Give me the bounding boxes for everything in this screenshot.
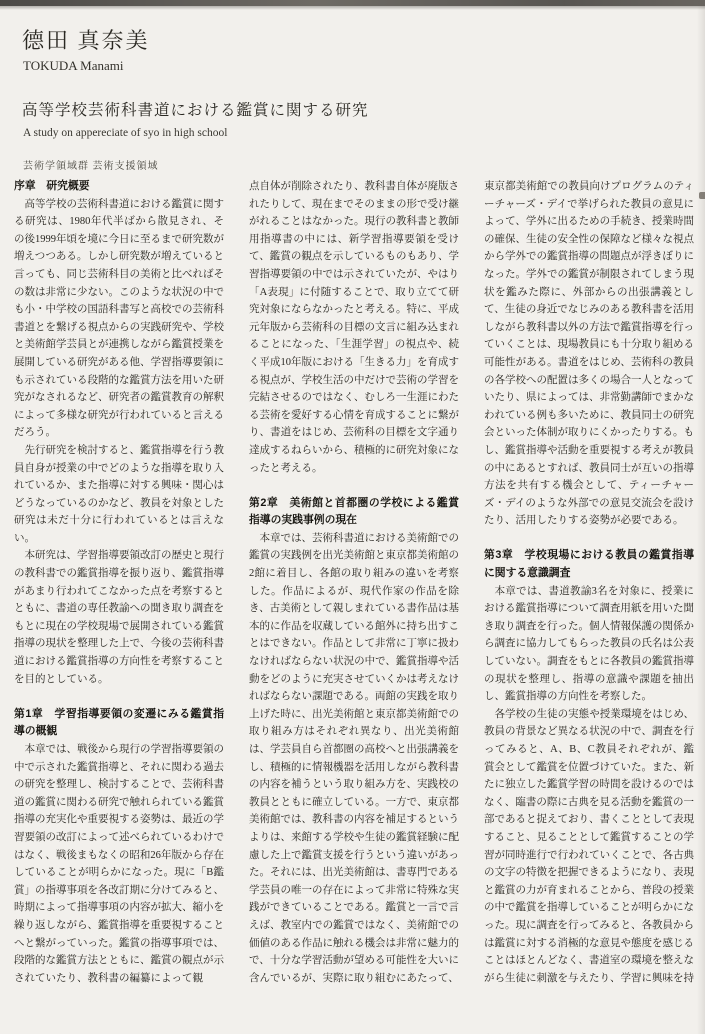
section-heading: 第2章 美術館と首都圏の学校による鑑賞指導の実践事例の現在 bbox=[249, 496, 459, 527]
columns bbox=[14, 178, 694, 987]
scan-edge-shadow bbox=[0, 6, 705, 10]
paragraph: 本研究は、学習指導要領改訂の歴史と現行の教科書での鑑賞指導を振り返り、鑑賞指導があまり行われてこなかった点を考察するとともに、書道の専任教諭への聞き取り調査をもとに現在の学校現場で展開されている鑑賞指導の現状を整理した上で、今後の芸術科書道における鑑賞指導の方向性を考察することを目的としている。 bbox=[14, 550, 224, 685]
paper-header bbox=[22, 24, 522, 172]
author-name-romanized: TOKUDA Manami bbox=[23, 58, 124, 73]
section-heading: 序章 研究概要 bbox=[14, 180, 90, 192]
paragraph: 東京都美術館での教員向けプログラムのティーチャーズ・デイで挙げられた教員の意見によって、学外に出るための手続き、授業時間の確保、生徒の安全性の保障など様々な視点から学外での鑑賞指導の問題点が浮きぼりになった。学外での鑑賞が制限されてしまう現状を鑑みた際に、外部からの出張講義として、生徒の身近でなじみのある教科書を活用しながら教科書以外の方法で鑑賞指導を行っていくことは、現場教員にも十分取り組める可能性がある。書道をはじめ、芸術科の教員の各学校への配置は多くの場合一人となっていたり、県によっては、非常勤講師でまかなわれている例も多いために、教員同士の研究会といった体制が取りにくかったりする。もし、鑑賞指導や活動を重要視する考えが教員の中にあるとすれば、教員同士が互いの指導方法を共有する機会として、ティーチャーズ・デイのような外部での意見交流会を設けたり、活用したりする姿勢が必要である。 bbox=[484, 181, 694, 527]
paragraph: 高等学校の芸術科書道における鑑賞に関する研究は、1980年代半ばから散見され、その後1999年頃を境に今日に至るまで研究数が増えつつある。しかし研究数が増えていると言っても、同じ芸術科目の美術と比べればその数は非常に少ない。このような状況の中でも小・中学校の国語科書写と高校での芸術科書道とを繋げる視点からの実践研究や、学校と美術館学芸員とが連携しながら鑑賞授業を展開している研究がある他、学習指導要領にも示されている段階的な鑑賞方法を用いた研究がなされるなど、研究者の鑑賞教育の解釈によって多様な研究が行われていると言えるだろう。 bbox=[14, 198, 224, 439]
paper-title-english: A study on appereciate of syo in high school bbox=[23, 127, 228, 139]
paragraph: 本章では、芸術科書道における美術館での鑑賞の実践例を出光美術館と東京都美術館の2館に着目し、各館の取り組みの違いを考察した。作品によるが、現代作家の作品を除き、古美術として親しまれている書作品は基本的に作品を収蔵している館外に持ち出すことはできない。作品として非常に丁寧に扱わなければならない状況の中で、鑑賞指導や活動をどのように充実させていくかは考えなければならない課題である。両館の実践を取り上げた時に、出光美術館と東京都美術館での取り組み方はそれぞれ異なり、出光美術館は、学芸員自ら首都圏の高校へと出張講義をし、積極的に情報機器を活用しながら教科書の内容を補うという取り組み方を、実践校の教員とともに確立している。一方で、東京都美術館では、教科書の内容を補足するというよりは、来館する学校や生徒の鑑賞経験に配慮した上で鑑賞支援を行うという違いがあった。それには、出光美術館は、書専門である学芸員の唯一の存在によって非常に特殊な実践ができていることである。鑑賞と一言で言えば、教室内での鑑賞ではなく、美術館での価値のある作品に触れる機会は非常に魅力的で、十分な学習活動が望める可能性を大いに含んでいるが、実際に取り組むにあたって、 bbox=[249, 532, 459, 984]
scan-right-shade bbox=[697, 0, 705, 1034]
text-column-2 bbox=[249, 178, 459, 987]
paragraph: 本章では、書道教諭3名を対象に、授業における鑑賞指導について調査用紙を用いた聞き取り調査を行った。個人情報保護の関係から調査に協力してもらった教員の氏名は公表していない。調査をもとに各教員の鑑賞指導の現状を整理し、指導の意識や課題を抽出し、鑑賞指導の方向性を考察した。 bbox=[484, 585, 694, 703]
section-heading: 第1章 学習指導要領の変遷にみる鑑賞指導の概観 bbox=[14, 707, 224, 738]
paper-title-japanese: 高等学校芸術科書道における鑑賞に関する研究 bbox=[22, 102, 369, 119]
paragraph: 点自体が削除されたり、教科書自体が廃版されたりして、現在までそのままの形で受け継がれることはなかった。現行の教科書と教師用指導書の中には、新学習指導要領を受けて、鑑賞の観点を示しているものもあり、学習指導要領の中では示されていたが、やはり「A表現」に付随することで、取り立てて研究対象にならなかったと考える。特に、平成元年版から芸術科の目標の文言に組み込まれることになった、「生涯学習」の視点や、続く平成10年版における「生きる力」を育成する視点が、学校生活の中だけで芸術の学習を完結させるのではなく、むしろ一生涯にわたる芸術を愛好する心情を育成することに繋がり、書道をはじめ、芸術科の目標を文字通り達成するねらいから、積極的に研究対象になったと考える。 bbox=[249, 181, 459, 474]
affiliation: 芸術学領域群 芸術支援領域 bbox=[23, 161, 159, 172]
text-column-1 bbox=[14, 178, 224, 987]
paragraph: 各学校の生徒の実態や授業環境をはじめ、教員の背景など異なる状況の中で、調査を行ってみると、A、B、C教員それぞれが、鑑賞会として鑑賞を位置づけていた。また、新たに独立した鑑賞学習の時間を設けるのではなく、臨書の際に古典を見る活動を鑑賞の一部であると捉えており、書くこととして表現すること、見ることとして鑑賞することの学習が同時進行で行われていくことで、各古典の文字の特徴を把握できるようになり、表現と鑑賞の力が育まれることから、普段の授業の中で鑑賞を指導していることが明らかになった。現に調査を行ってみると、各教員からは鑑賞に対する消極的な意見や態度を感じることはほとんどなく、書道室の環境を整えながら生徒に刺激を与えたり、学習に興味を持 bbox=[484, 708, 694, 984]
text-column-3 bbox=[484, 178, 694, 987]
section-heading: 第3章 学校現場における教員の鑑賞指導に関する意識調査 bbox=[484, 549, 694, 580]
paragraph: 先行研究を検討すると、鑑賞指導を行う教員自身が授業の中でどのような指導を取り入れているか、また指導に対する興味・関心はどうなっているのかなど、教員を対象とした研究は未だ十分に行われているとは言えない。 bbox=[14, 444, 224, 544]
paragraph: 本章では、戦後から現行の学習指導要領の中で示された鑑賞指導と、それに関わる過去の研究を整理し、検討することで、芸術科書道の鑑賞に関わる研究で触れられている鑑賞指導の充実化や重要視する姿勢は、最近の学習要領の改訂によって述べられているわけではなく、戦後まもなくの昭和26年版から存在していることが明らかになった。現に「B鑑賞」の指導事項を各改訂期に分けてみると、時期によって指導事項の内容が拡大、縮小を繰り返しながら、鑑賞指導を重要視することへと繋がっていった。鑑賞の指導事項では、段階的な鑑賞方法とともに、鑑賞の観点が示されていたり、教科書の編纂によって観 bbox=[14, 744, 224, 984]
author-name-japanese: 德田 真奈美 bbox=[22, 28, 150, 53]
